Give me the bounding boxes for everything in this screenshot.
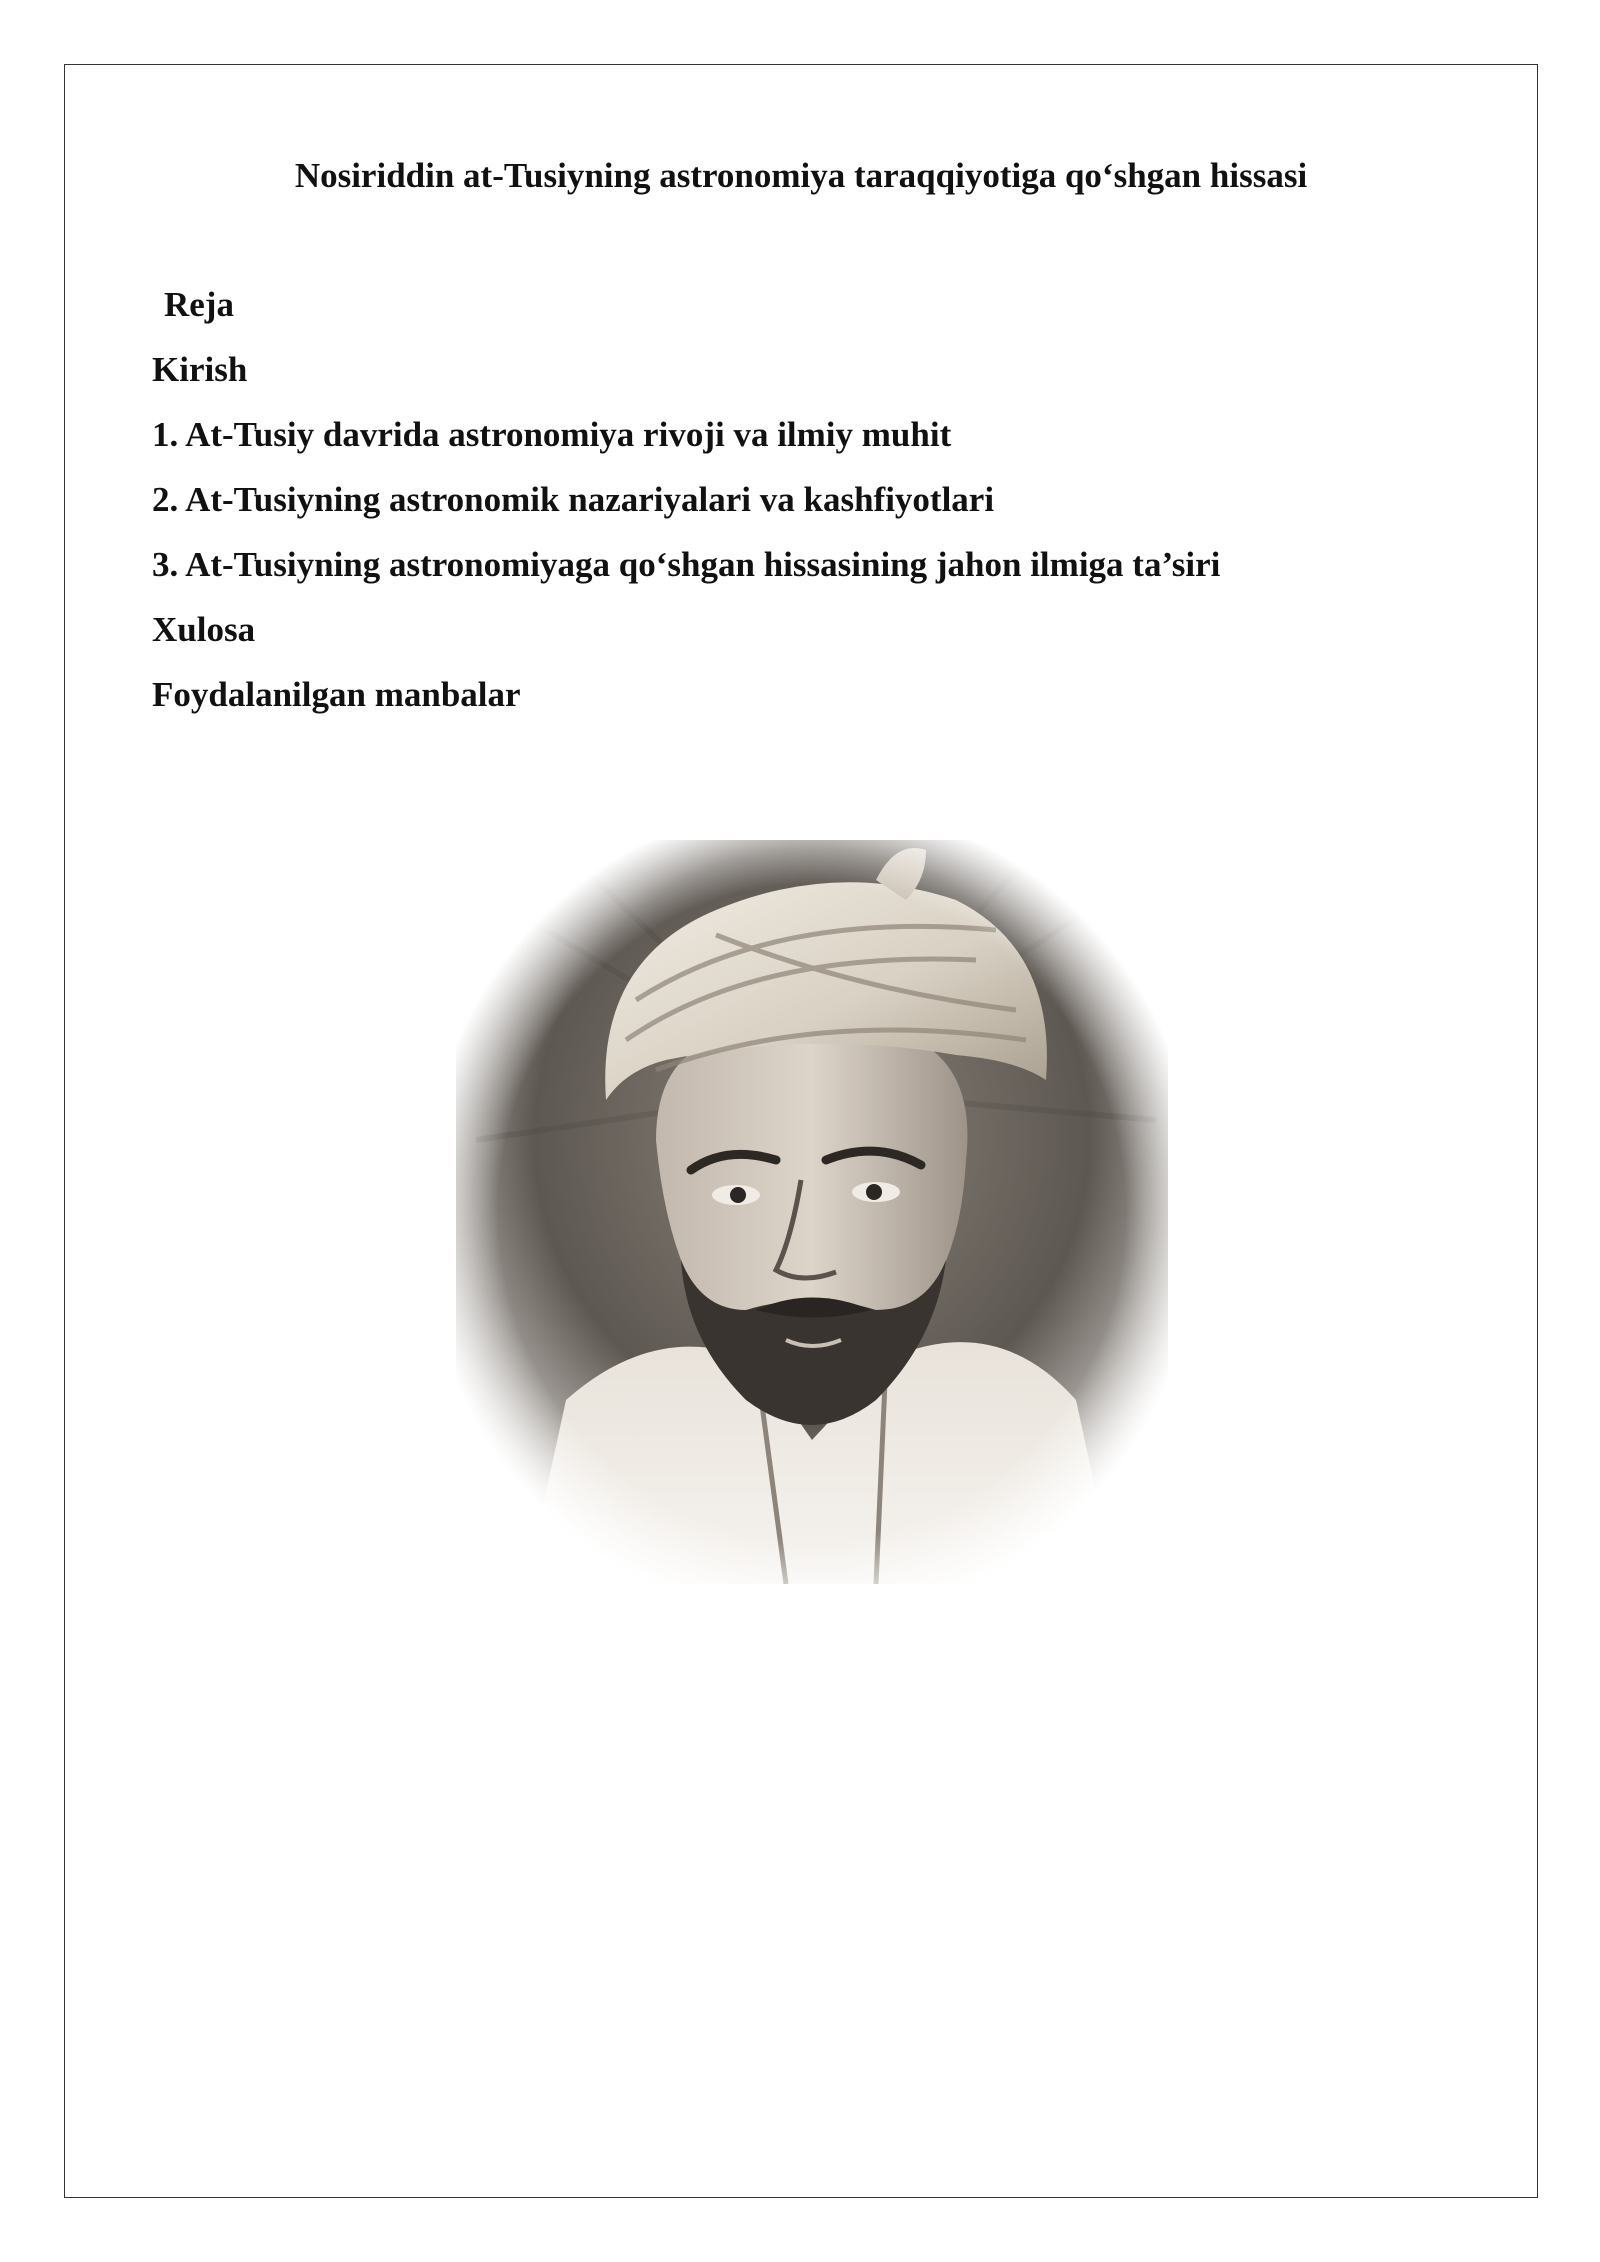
plan-item-2: 2. At-Tusiyning astronomik nazariyalari va kashfiyotlari: [152, 480, 995, 519]
plan-list: [152, 281, 1220, 736]
plan-item-references: Foydalanilgan manbalar: [152, 675, 521, 714]
plan-item-introduction: Kirish: [152, 350, 248, 389]
plan-item-conclusion: Xulosa: [152, 610, 256, 649]
plan-item-3: 3. At-Tusiyning astronomiyaga qo‘shgan hissasining jahon ilmiga ta’siri: [152, 545, 1221, 584]
plan-heading: Reja: [164, 285, 234, 324]
plan-item-1: 1. At-Tusiy davrida astronomiya rivoji va ilmiy muhit: [152, 415, 952, 454]
document-title: Nosiriddin at-Tusiyning astronomiya taraqqiyotiga qo‘shgan hissasi: [294, 156, 1308, 195]
portrait-image: [456, 840, 1168, 1584]
